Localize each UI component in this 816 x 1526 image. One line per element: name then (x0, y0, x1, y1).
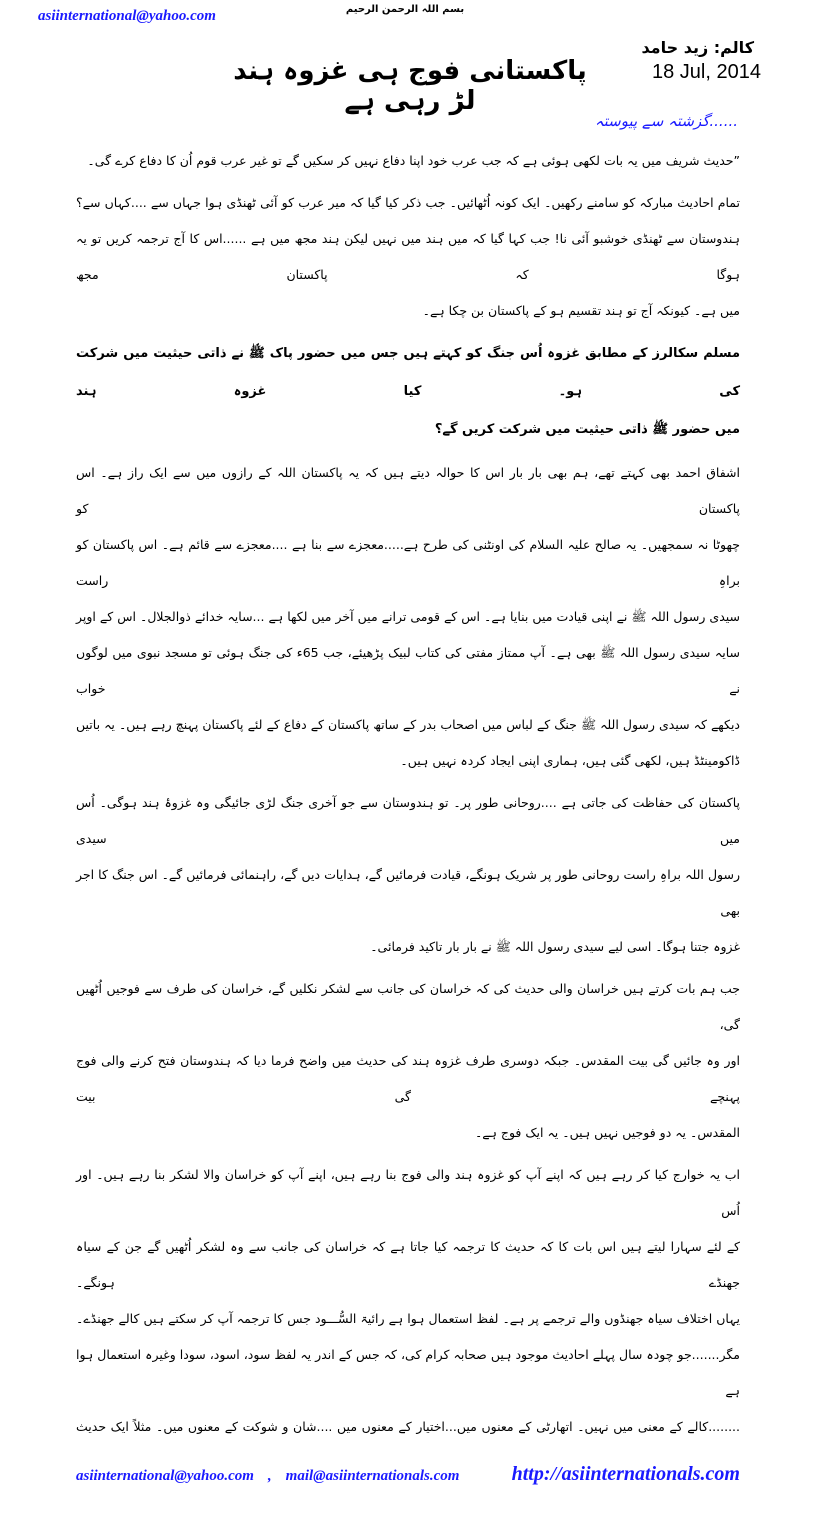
text-line: مگر.......جو چودہ سال پہلے احادیث موجود ہیں صحابہ کرام کی، کہ جس کے اندر یہ لفظ سود، اسود، سودا وغیرہ استعمال ہوا ہے (76, 1347, 740, 1398)
text-line: اشفاق احمد بھی کہتے تھے، ہم بھی بار بار اس کا حوالہ دیتے ہیں کہ یہ پاکستان اللہ کے رازوں میں سے ایک راز ہے۔ اس پاکستان کو (76, 465, 740, 516)
footer (76, 1463, 740, 1486)
paragraph (76, 1157, 740, 1445)
publish-date: 18 Jul, 2014 (652, 61, 761, 83)
text-line: میں ہے۔ کیونکہ آج تو ہند تقسیم ہو کے پاکستان بن چکا ہے۔ (422, 303, 740, 318)
text-line: اب یہ خوارج کیا کر رہے ہیں کہ اپنے آپ کو غزوہ ہند والی فوج بنا رہے ہیں، اپنے آپ کو خراسان والا لشکر بنا رہے ہیں۔ اور اُس (76, 1167, 740, 1218)
article-title: پاکستانی فوج ہی غزوہ ہند لڑ رہی ہے (233, 56, 587, 116)
footer-website-link[interactable]: http://asiinternationals.com (511, 1463, 740, 1485)
text-line: رسول اللہ براہِ راست روحانی طور پر شریک ہونگے، قیادت فرمائیں گے، ہدایات دیں گے، راہنمائی فرمائیں گے۔ اس جنگ کا اجر بھی (76, 867, 740, 918)
footer-emails (76, 1468, 459, 1485)
footer-email-yahoo-link[interactable]: asiinternational@yahoo.com (76, 1468, 254, 1484)
text-line: سایہ سیدی رسول اللہ ﷺ بھی ہے۔ آپ ممتاز مفتی کی کتاب لبیک پڑھیئے، جب 65ء کی جنگ ہوئی تو مسجد نبوی میں لوگوں نے خواب (76, 645, 740, 696)
paragraph (76, 971, 740, 1151)
footer-separator: , (267, 1468, 272, 1484)
text-line: تمام احادیث مبارکہ کو سامنے رکھیں۔ ایک کونہ اُٹھائیں۔ جب ذکر کیا گیا کہ میر عرب کو آئی ٹھنڈی ہوا جہاں سے ....کہاں سے؟ (76, 195, 740, 210)
header-email-link[interactable]: asiinternational@yahoo.com (38, 8, 216, 24)
text-line: ”حدیث شریف میں یہ بات لکھی ہوئی ہے کہ جب عرب خود اپنا دفاع نہیں کر سکیں گے تو غیر عرب قوم اُن کا دفاع کرے گی۔ (87, 153, 740, 168)
bismillah: بسم اللہ الرحمن الرحیم (345, 4, 465, 15)
text-line: کے لئے سہارا لیتے ہیں اس بات کا کہ حدیث کا ترجمہ کیا جاتا ہے کہ خراسان کی جانب سے وہ لشکر اُٹھیں گے جن کے سیاہ جھنڈے ہونگے۔ (76, 1239, 740, 1290)
text-line: غزوہ جتنا ہوگا۔ اسی لیے سیدی رسول اللہ ﷺ نے بار بار تاکید فرمائی۔ (370, 939, 740, 954)
text-line: دیکھے کہ سیدی رسول اللہ ﷺ جنگ کے لباس میں اصحاب بدر کے ساتھ پاکستان کے دفاع کے لئے پاکستان پہنچ رہے ہیں۔ یہ باتیں (76, 717, 740, 732)
text-line: میں حضور ﷺ ذاتی حیثیت میں شرکت کریں گے؟ (434, 422, 740, 437)
text-line: المقدس۔ یہ دو فوجیں نہیں ہیں۔ یہ ایک فوج ہے۔ (474, 1125, 740, 1140)
article-body (76, 0, 740, 1445)
paragraph (76, 185, 740, 329)
text-line: مسلم سکالرز کے مطابق غزوہ اُس جنگ کو کہتے ہیں جس میں حضور پاک ﷺ نے ذاتی حیثیت میں شرکت کی ہو۔ کیا غزوہ ہند (76, 346, 740, 399)
paragraph (76, 785, 740, 965)
text-line: چھوٹا نہ سمجھیں۔ یہ صالح علیہ السلام کی اونٹنی کی طرح ہے.....معجزے سے بنا ہے ....معجزے سے قائم ہے۔ اس پاکستان کو براہِ راست (76, 537, 740, 588)
text-line: ہندوستان سے ٹھنڈی خوشبو آئی نا! جب کہا گیا کہ میں ہند میں نہیں لیکن ہند مجھ میں ہے ......اس کا آج ترجمہ کریں تو یہ ہوگا کہ پاکستان مجھ (76, 231, 740, 282)
text-line: پاکستان کی حفاظت کی جاتی ہے ....روحانی طور پر۔ تو ہندوستان سے جو آخری جنگ لڑی جائیگی وہ غزوۂ ہند ہوگی۔ اُس میں سیدی (76, 795, 740, 846)
text-line: جب ہم بات کرتے ہیں خراسان والی حدیث کی کہ خراسان کی جانب سے لشکر نکلیں گے، خراسان کی طرف سے فوجیں اُٹھیں گی، (76, 981, 740, 1032)
text-line: ڈاکومینٹڈ ہیں، لکھی گئی ہیں، ہماری اپنی ایجاد کردہ نہیں ہیں۔ (400, 753, 740, 768)
author-byline: کالم: زید حامد (641, 38, 754, 57)
highlighted-paragraph (76, 335, 740, 449)
footer-email-mail-link[interactable]: mail@asiinternationals.com (285, 1468, 460, 1484)
text-line: ........کالے کے معنی میں نہیں۔ اتھارٹی کے معنوں میں...اختیار کے معنوں میں ....شان و شوکت کے معنوں میں۔ مثلاً ایک حدیث (76, 1419, 740, 1434)
continued-note: ......گزشتہ سے پیوستہ (594, 112, 738, 130)
text-line: یہاں اختلاف سیاہ جھنڈوں والے ترجمے پر ہے۔ لفظ استعمال ہوا ہے رائیۃ السُّـــود جس کا ترجمہ آپ کر سکتے ہیں کالے جھنڈے۔ (76, 1311, 740, 1326)
paragraph (76, 455, 740, 779)
paragraph (76, 143, 740, 179)
text-line: سیدی رسول اللہ ﷺ نے اپنی قیادت میں بنایا ہے۔ اس کے قومی ترانے میں آخر میں لکھا ہے ...سایہ خدائے ذوالجلال۔ اس کے اوپر (76, 609, 740, 624)
text-line: اور وہ جائیں گی بیت المقدس۔ جبکہ دوسری طرف غزوہ ہند کی حدیث میں واضح فرما دیا کہ ہندوستان فتح کرنے والی فوج پہنچے گی بیت (76, 1053, 740, 1104)
